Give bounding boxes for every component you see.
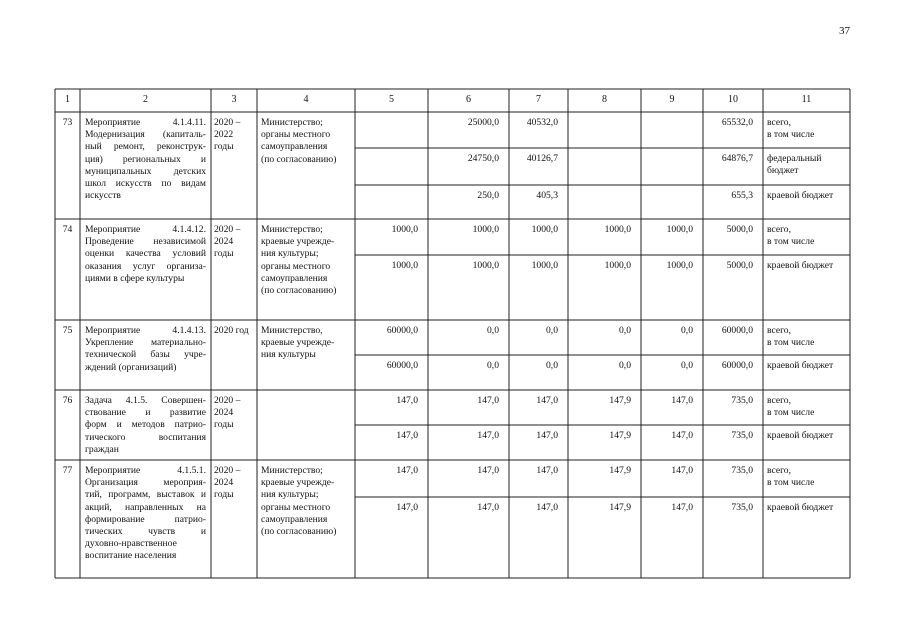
- amount-10: 735,0: [731, 395, 753, 406]
- amount-6: 0,0: [487, 360, 499, 371]
- funding-source: в том числе: [767, 477, 815, 489]
- measure-name-line: муниципальных детских: [85, 165, 206, 177]
- amount-9: 147,0: [671, 395, 693, 406]
- executor-line: ния культуры;: [261, 489, 319, 501]
- amount-9: 1000,0: [666, 260, 693, 271]
- amount-9: 147,0: [671, 465, 693, 476]
- amount-5: 60000,0: [386, 360, 418, 371]
- column-header-4: 4: [303, 94, 309, 105]
- measure-name-line: ция) региональных и: [85, 153, 206, 165]
- column-header-11: 11: [801, 94, 812, 105]
- amount-7: 147,0: [536, 502, 558, 513]
- column-header-7: 7: [536, 94, 541, 105]
- amount-10: 735,0: [731, 465, 753, 476]
- funding-source: всего,: [767, 395, 791, 406]
- measure-name-line: оценки качества условий: [85, 248, 206, 260]
- executor-line: самоуправления: [261, 272, 328, 284]
- executor-line: краевые учрежде-: [261, 337, 335, 349]
- measure-name-line: искусств: [85, 190, 121, 202]
- column-header-1: 1: [65, 94, 70, 105]
- funding-source: бюджет: [767, 165, 799, 177]
- measure-name-line: ствование и развитие: [85, 407, 206, 419]
- amount-7: 1000,0: [531, 260, 558, 271]
- amount-7: 40126,7: [526, 153, 558, 164]
- amount-9: 147,0: [671, 502, 693, 513]
- amount-5: 147,0: [396, 502, 418, 513]
- period-line: 2024: [214, 477, 234, 489]
- amount-8: 1000,0: [604, 224, 631, 235]
- amount-6: 1000,0: [472, 260, 499, 271]
- period-line: 2020 –: [214, 465, 241, 476]
- executor-line: органы местного: [261, 501, 331, 513]
- period-line: 2020 –: [214, 395, 241, 406]
- executor-line: (по согласованию): [261, 526, 337, 537]
- period-line: 2020 –: [214, 224, 241, 235]
- amount-8: 147,9: [609, 430, 631, 441]
- period-line: годы: [214, 141, 234, 153]
- funding-source: в том числе: [767, 407, 815, 419]
- measure-name-line: тического воспитания: [85, 431, 206, 443]
- executor-line: органы местного: [261, 129, 331, 141]
- period-line: 2020 год: [214, 325, 249, 336]
- period-line: годы: [214, 419, 234, 431]
- column-header-9: 9: [669, 94, 675, 105]
- period-line: 2024: [214, 236, 234, 248]
- executor-line: ния культуры;: [261, 248, 319, 260]
- amount-7: 0,0: [546, 325, 558, 336]
- column-header-10: 10: [728, 94, 738, 105]
- measure-name-line: оказания услуг организа-: [85, 260, 206, 272]
- amount-10: 655,3: [731, 190, 753, 201]
- funding-source: всего,: [767, 224, 791, 235]
- measure-name-line: акций, направленных на: [85, 501, 206, 513]
- amount-7: 147,0: [536, 395, 558, 406]
- measure-name-line: Организация мероприя-: [85, 477, 206, 489]
- funding-source: всего,: [767, 465, 791, 476]
- amount-6: 0,0: [487, 325, 499, 336]
- measure-name-line: Мероприятие 4.1.5.1.: [85, 465, 206, 476]
- amount-10: 60000,0: [721, 360, 753, 371]
- period-line: 2022: [214, 129, 234, 141]
- measure-name-line: воспитание населения: [85, 550, 177, 562]
- funding-source: краевой бюджет: [767, 190, 834, 201]
- amount-5: 1000,0: [391, 260, 418, 271]
- funding-source: в том числе: [767, 129, 815, 141]
- column-header-6: 6: [466, 94, 471, 105]
- amount-9: 1000,0: [666, 224, 693, 235]
- amount-10: 735,0: [731, 502, 753, 513]
- period-line: 2024: [214, 407, 234, 419]
- amount-10: 60000,0: [721, 325, 753, 336]
- funding-source: в том числе: [767, 236, 815, 248]
- row-number: 75: [62, 325, 73, 336]
- row-number: 73: [62, 117, 73, 128]
- period-line: годы: [214, 489, 234, 501]
- measure-name-line: Мероприятие 4.1.4.13.: [85, 325, 206, 336]
- amount-8: 147,9: [609, 395, 631, 406]
- amount-8: 1000,0: [604, 260, 631, 271]
- funding-source: всего,: [767, 325, 791, 336]
- amount-7: 147,0: [536, 430, 558, 441]
- page-number: 37: [839, 25, 850, 37]
- amount-10: 64876,7: [721, 153, 753, 164]
- amount-8: 0,0: [619, 325, 631, 336]
- funding-source: в том числе: [767, 337, 815, 349]
- amount-5: 147,0: [396, 430, 418, 441]
- executor-line: ния культуры: [261, 349, 316, 361]
- amount-10: 65532,0: [721, 117, 753, 128]
- executor-line: самоуправления: [261, 141, 328, 153]
- funding-source: краевой бюджет: [767, 360, 834, 371]
- measure-name-line: Укрепление материально-: [85, 337, 206, 349]
- measure-name-line: тий, программ, выставок и: [85, 489, 206, 501]
- measure-name-line: технической базы учре-: [85, 349, 206, 361]
- measure-name-line: Мероприятие 4.1.4.11.: [85, 117, 206, 128]
- amount-5: 147,0: [396, 395, 418, 406]
- measure-name-line: формирование патрио-: [85, 513, 206, 525]
- column-header-2: 2: [143, 94, 148, 105]
- column-header-5: 5: [389, 94, 394, 105]
- measure-name-line: циями в сфере культуры: [85, 272, 185, 284]
- amount-6: 25000,0: [467, 117, 499, 128]
- amount-7: 0,0: [546, 360, 558, 371]
- amount-6: 1000,0: [472, 224, 499, 235]
- amount-9: 0,0: [681, 325, 693, 336]
- amount-6: 147,0: [477, 395, 499, 406]
- amount-6: 250,0: [477, 190, 499, 201]
- period-line: 2020 –: [214, 117, 241, 128]
- funding-source: федеральный: [767, 153, 822, 164]
- amount-5: 1000,0: [391, 224, 418, 235]
- measure-name-line: ждений (организаций): [85, 361, 177, 373]
- measure-name-line: духовно-нравственное: [85, 538, 177, 550]
- column-header-8: 8: [602, 94, 607, 105]
- row-number: 74: [62, 224, 73, 235]
- amount-7: 405,3: [536, 190, 558, 201]
- row-number: 77: [62, 465, 73, 476]
- amount-6: 24750,0: [467, 153, 499, 164]
- funding-source: краевой бюджет: [767, 502, 834, 513]
- amount-6: 147,0: [477, 465, 499, 476]
- executor-line: Министерство,: [261, 325, 323, 336]
- executor-line: краевые учрежде-: [261, 236, 335, 248]
- amount-6: 147,0: [477, 430, 499, 441]
- executor-line: краевые учрежде-: [261, 477, 335, 489]
- amount-9: 147,0: [671, 430, 693, 441]
- funding-source: краевой бюджет: [767, 430, 834, 441]
- amount-8: 147,9: [609, 502, 631, 513]
- executor-line: самоуправления: [261, 513, 328, 525]
- row-number: 76: [62, 395, 73, 406]
- measure-name-line: Модернизация (капиталь-: [85, 129, 206, 141]
- amount-10: 5000,0: [726, 260, 753, 271]
- measure-name-line: ный ремонт, реконструк-: [85, 141, 206, 153]
- amount-10: 5000,0: [726, 224, 753, 235]
- column-header-3: 3: [231, 94, 237, 105]
- executor-line: органы местного: [261, 260, 331, 272]
- measure-name-line: Проведение независимой: [85, 236, 206, 248]
- executor-line: (по согласованию): [261, 285, 337, 296]
- measure-name-line: форм и методов патрио-: [85, 419, 206, 431]
- amount-7: 40532,0: [526, 117, 558, 128]
- funding-source: краевой бюджет: [767, 260, 834, 271]
- amount-5: 147,0: [396, 465, 418, 476]
- amount-7: 147,0: [536, 465, 558, 476]
- amount-5: 60000,0: [386, 325, 418, 336]
- amount-6: 147,0: [477, 502, 499, 513]
- amount-8: 0,0: [619, 360, 631, 371]
- measure-name-line: школ искусств по видам: [85, 178, 206, 189]
- period-line: годы: [214, 248, 234, 260]
- measure-name-line: Мероприятие 4.1.4.12.: [85, 224, 206, 235]
- executor-line: Министерство;: [261, 117, 323, 128]
- measure-name-line: граждан: [85, 443, 119, 455]
- amount-7: 1000,0: [531, 224, 558, 235]
- executor-line: Министерство;: [261, 224, 323, 235]
- funding-source: всего,: [767, 117, 791, 128]
- measure-name-line: Задача 4.1.5. Совершен-: [85, 395, 206, 406]
- executor-line: Министерство;: [261, 465, 323, 476]
- executor-line: (по согласованию): [261, 153, 337, 165]
- amount-9: 0,0: [681, 360, 693, 371]
- amount-10: 735,0: [731, 430, 753, 441]
- measure-name-line: тических чувств и: [85, 526, 206, 537]
- amount-8: 147,9: [609, 465, 631, 476]
